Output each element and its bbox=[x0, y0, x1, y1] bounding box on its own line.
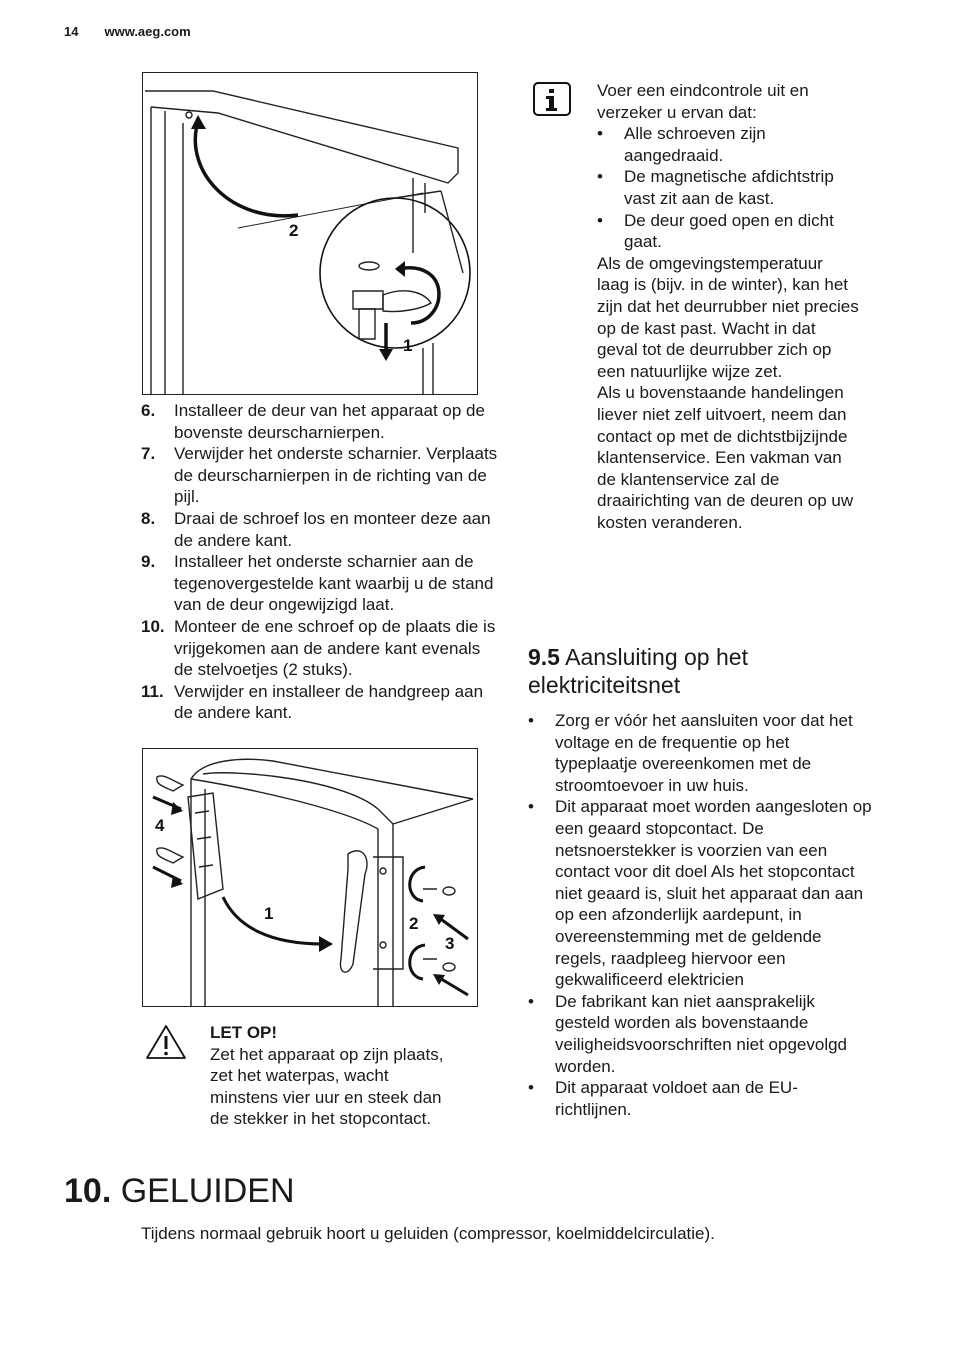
figure2-label-1: 1 bbox=[264, 904, 274, 923]
figure-handle bbox=[142, 748, 478, 1007]
figure1-label-1: 1 bbox=[403, 336, 413, 355]
bullet-text: De fabrikant kan niet aansprakelijk gesteld worden als bovenstaande veiligheidsvoorschriften niet opgevolgd worden. bbox=[555, 991, 848, 1076]
section-title: Aansluiting op het elektriciteitsnet bbox=[528, 644, 748, 698]
section-heading bbox=[528, 643, 868, 699]
info-bullets bbox=[597, 123, 859, 253]
step-item bbox=[141, 400, 501, 443]
handle-swap-illustration bbox=[143, 749, 477, 1006]
header-url[interactable]: www.aeg.com bbox=[104, 24, 191, 39]
step-number: 10. bbox=[141, 616, 165, 636]
info-bullet-text: Alle schroeven zijn aangedraaid. bbox=[624, 124, 766, 165]
caution-text: Zet het apparaat op zijn plaats, zet het waterpas, wacht minstens vier uur en steek dan de stekker in het stopcontact. bbox=[210, 1044, 444, 1129]
list-item: • De fabrikant kan niet aansprakelijk gesteld worden als bovenstaande veiligheidsvoorschriften niet opgevolgd worden. bbox=[528, 991, 873, 1077]
info-intro: Voer een eindcontrole uit en verzeker u ervan dat: bbox=[597, 81, 809, 122]
figure2-label-4: 4 bbox=[155, 816, 165, 835]
chapter-number: 10. bbox=[64, 1172, 112, 1210]
list-item: • Alle schroeven zijn aangedraaid. bbox=[597, 123, 859, 166]
step-number: 9. bbox=[141, 552, 156, 572]
step-number: 11. bbox=[141, 681, 164, 701]
section-number: 9.5 bbox=[528, 644, 560, 670]
list-item: • Zorg er vóór het aansluiten voor dat het voltage en de frequentie op het typeplaatje overeenkomen met de stroomtoevoer in uw huis. bbox=[528, 710, 873, 796]
step-number: 6. bbox=[141, 401, 156, 420]
warning-triangle-icon bbox=[144, 1023, 188, 1061]
chapter-title: GELUIDEN bbox=[120, 1172, 295, 1210]
step-text: Monteer de ene schroef op de plaats die is vrijgekomen aan de andere kant evenals de stelvoetjes (2 stuks). bbox=[174, 616, 496, 680]
step-item bbox=[141, 616, 501, 681]
info-block bbox=[597, 80, 859, 533]
figure-hinge-top bbox=[142, 72, 478, 395]
info-paragraph: Als u bovenstaande handelingen liever niet zelf uitvoert, neem dan contact op met de dichtstbijzijnde klantenservice. Een vakman van de klantenservice zal de draairichting van de deuren op uw kosten veranderen. bbox=[597, 383, 854, 532]
caution-title: LET OP! bbox=[210, 1023, 278, 1042]
chapter-text: Tijdens normaal gebruik hoort u geluiden (compressor, koelmiddelcirculatie). bbox=[141, 1224, 715, 1243]
section-bullets bbox=[528, 710, 873, 1120]
list-item: • De deur goed open en dicht gaat. bbox=[597, 210, 859, 253]
hinge-top-illustration bbox=[143, 73, 477, 394]
step-number: 8. bbox=[141, 508, 156, 528]
installation-steps bbox=[141, 400, 501, 724]
step-number: 7. bbox=[141, 444, 156, 464]
bullet-text: Zorg er vóór het aansluiten voor dat het voltage en de frequentie op het typeplaatje overeenkomen met de stroomtoevoer in uw huis. bbox=[555, 711, 853, 795]
info-bullet-text: De magnetische afdichtstrip vast zit aan de kast. bbox=[624, 167, 834, 208]
list-item: • Dit apparaat moet worden aangesloten op een geaard stopcontact. De netsnoerstekker is voorzien van een contact voor dit doel Als het stopcontact niet geaard is, sluit het apparaat dan aan op een afzonderlijk aardepunt, in overeenstemming met de geldende regels, raadpleeg hiervoor een gekwalificeerd elektricien bbox=[528, 797, 872, 990]
list-item: • Dit apparaat voldoet aan de EU-richtlijnen. bbox=[528, 1077, 873, 1120]
step-item bbox=[141, 551, 501, 616]
info-paragraph: Als de omgevingstemperatuur laag is (bijv. in de winter), kan het zijn dat het deurrubber niet precies op de kast past. Wacht in dat geval tot de deurrubber zich op een natuurlijke wijze zet. bbox=[597, 253, 859, 381]
caution-block bbox=[210, 1022, 460, 1130]
step-text: Installeer de deur van het apparaat op de bovenste deurscharnierpen. bbox=[174, 401, 485, 442]
step-text: Installeer het onderste scharnier aan de tegenovergestelde kant waarbij u de stand van de deur ongewijzigd laat. bbox=[174, 552, 494, 615]
figure1-label-2: 2 bbox=[289, 221, 299, 240]
step-item bbox=[141, 443, 501, 508]
page-number: 14 bbox=[64, 24, 79, 39]
info-bullet-text: De deur goed open en dicht gaat. bbox=[624, 210, 834, 252]
figure2-label-2: 2 bbox=[409, 914, 419, 933]
info-icon bbox=[533, 82, 571, 116]
bullet-text: Dit apparaat voldoet aan de EU-richtlijnen. bbox=[555, 1078, 798, 1119]
chapter-heading bbox=[64, 1170, 295, 1212]
page-header bbox=[64, 24, 191, 39]
step-item bbox=[141, 681, 501, 724]
step-text: Verwijder en installeer de handgreep aan de andere kant. bbox=[174, 681, 484, 723]
list-item: • De magnetische afdichtstrip vast zit aan de kast. bbox=[597, 166, 859, 209]
step-item bbox=[141, 508, 501, 551]
bullet-text: Dit apparaat moet worden aangesloten op een geaard stopcontact. De netsnoerstekker is voorzien van een contact voor dit doel Als het stopcontact niet geaard is, sluit het apparaat dan aan op een afzonderlijk aardepunt, in overeenstemming met de geldende regels, raadpleeg hiervoor een gekwalificeerd elektricien bbox=[555, 797, 872, 990]
step-text: Draai de schroef los en monteer deze aan de andere kant. bbox=[174, 508, 491, 550]
figure2-label-3: 3 bbox=[445, 934, 455, 953]
step-text: Verwijder het onderste scharnier. Verplaats de deurscharnierpen in de richting van de pijl. bbox=[174, 444, 498, 507]
